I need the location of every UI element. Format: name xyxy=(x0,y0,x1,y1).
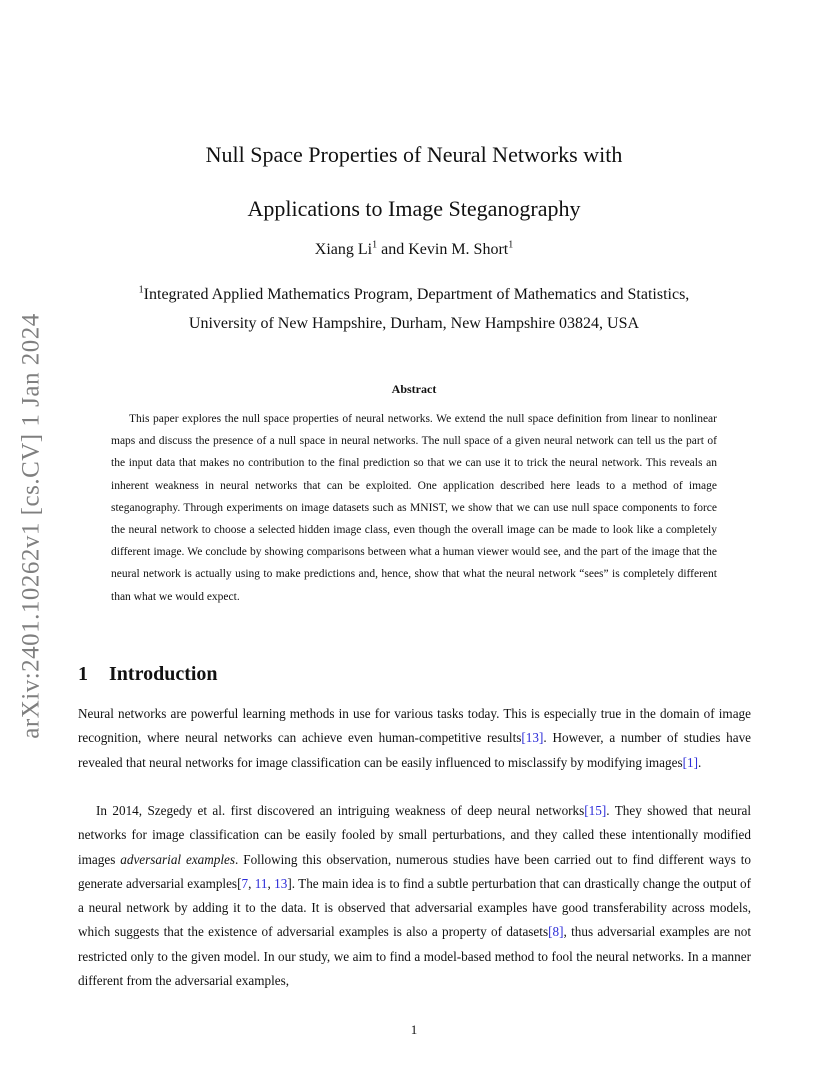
section-title: Introduction xyxy=(109,663,218,685)
author-name: Kevin M. Short xyxy=(408,241,509,258)
affiliation-mark: 1 xyxy=(138,284,144,296)
page-number: 1 xyxy=(410,1022,418,1037)
section-number: 1 xyxy=(78,663,88,685)
paragraph xyxy=(78,799,751,993)
title-line-1: Null Space Properties of Neural Networks with xyxy=(205,142,623,167)
title-line-2: Applications to Image Steganography xyxy=(247,196,581,221)
citation-separator: , xyxy=(248,875,255,891)
citation-link[interactable]: [15] xyxy=(584,803,607,818)
paragraph xyxy=(78,702,751,775)
paragraph-text: . Following this observation, numerous studies have been carried out to find different ways to generate adversarial examples[ xyxy=(78,851,751,891)
citation-link[interactable]: [1] xyxy=(682,754,698,770)
affiliation-line-2: University of New Hampshire, Durham, New Hampshire 03824, USA xyxy=(188,315,640,332)
paragraph-text: . However, a number of studies have revealed that neural networks for image classification can be easily influenced to misclassify by modifying images xyxy=(78,730,752,770)
paragraph-text: In 2014, Szegedy et al. first discovered an intriguing weakness of deep neural networks xyxy=(96,803,585,818)
arxiv-identifier-stamp xyxy=(2,296,62,756)
author-name: Xiang Li xyxy=(314,241,373,258)
abstract-heading: Abstract xyxy=(391,382,437,396)
author-affiliation-mark: 1 xyxy=(508,239,514,251)
paragraph-text: . They showed that neural networks for image classification can be easily fooled by small perturbations, and they called these intentionally modified images xyxy=(78,803,751,867)
author-conjunction: and xyxy=(377,241,409,258)
citation-link[interactable]: [8] xyxy=(548,924,564,940)
affiliation-text: Integrated Applied Mathematics Program, Department of Mathematics and Statistics, xyxy=(143,286,690,303)
citation-link[interactable]: 11 xyxy=(254,875,268,891)
paragraph-text: , thus adversarial examples are not restricted only to the given model. In our study, we aim to find a model-based method to fool the neural networks. In a manner different from the adversarial examples, xyxy=(78,924,752,989)
author-affiliation-mark: 1 xyxy=(372,239,378,251)
paper-title xyxy=(0,128,828,236)
author-list xyxy=(0,238,828,262)
paragraph-text: . xyxy=(698,754,702,770)
affiliation-line-1 xyxy=(0,280,828,309)
citation-link[interactable]: [13] xyxy=(521,730,544,746)
abstract-body: This paper explores the null space properties of neural networks. We extend the null space definition from linear to nonlinear maps and discuss the presence of a null space in neural networks. The null space of a given neural network can tell us the part of the input data that makes no contribution to the final prediction so that we can use it to trick the neural network. This reveals an inherent weakness in neural networks that can be exploited. One application described here leads to a method of image steganography. Through experiments on image datasets such as MNIST, we show that we can use null space components to force the neural network to choose a selected hidden image class, even though the overall image can be made to look like a completely different image. We conclude by showing comparisons between what a human viewer would see, and the part of the image that the neural network is actually using to make predictions and, hence, show that what the neural network “sees” is completely different than what we would expect. xyxy=(111,413,717,603)
citation-link[interactable]: 13 xyxy=(274,875,288,891)
citation-link[interactable]: 7 xyxy=(241,875,249,891)
paragraph-text: Neural networks are powerful learning methods in use for various tasks today. This is especially true in the domain of image recognition, where neural networks can achieve even human-competitive results xyxy=(78,706,751,746)
citation-separator: , xyxy=(267,875,275,891)
emphasized-term: adversarial examples xyxy=(120,851,236,867)
section-heading xyxy=(78,660,218,688)
paragraph-text: ]. The main idea is to find a subtle perturbation that can drastically change the output of a neural network by adding it to the data. It is observed that adversarial examples have good transferability across models, which suggests that the existence of adversarial examples is also a property of datasets xyxy=(78,875,752,940)
arxiv-stamp-text: arXiv:2401.10262v1 [cs.CV] 1 Jan 2024 xyxy=(18,313,45,739)
affiliation xyxy=(0,280,828,338)
